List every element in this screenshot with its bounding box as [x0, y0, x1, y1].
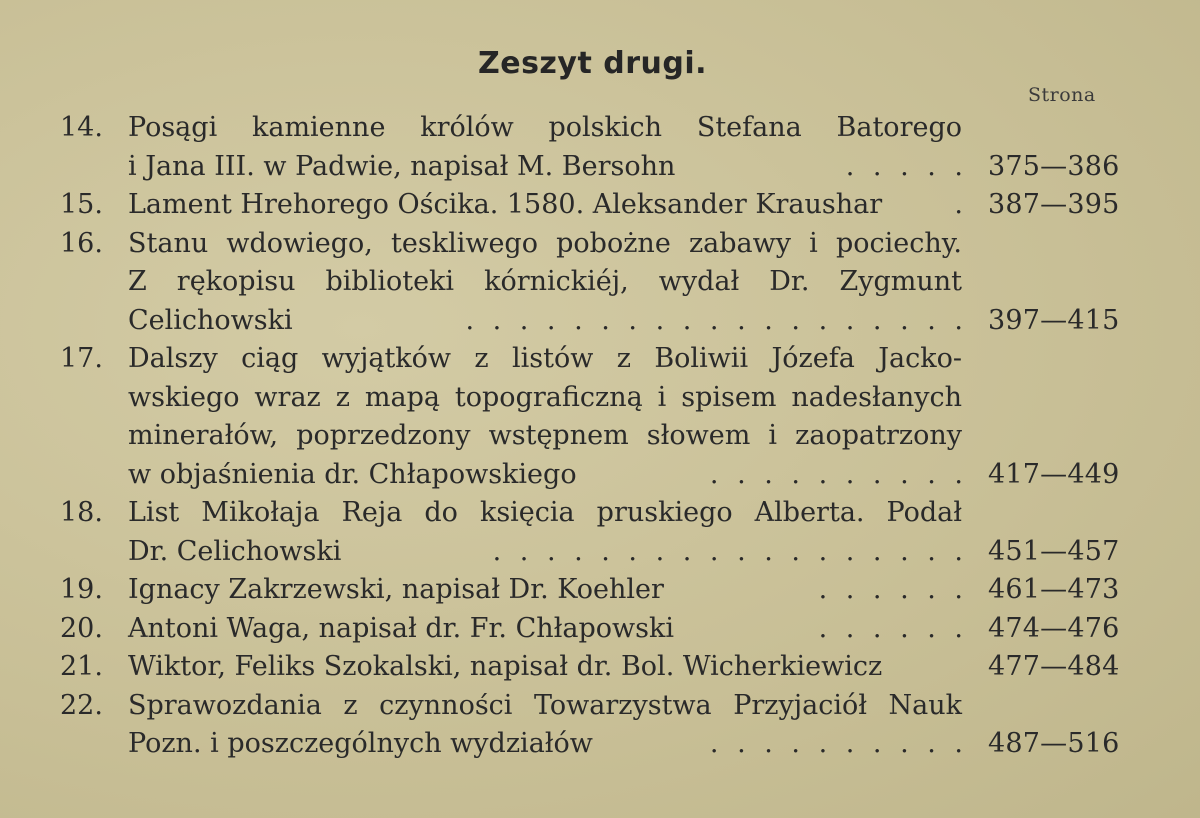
entry-number: 19.	[60, 574, 103, 605]
page-range: 451—457	[988, 535, 1120, 567]
entry-number: 17.	[60, 343, 103, 374]
page-range: 387—395	[988, 189, 1120, 220]
leader-dots: . . . . . . . . . .	[709, 728, 968, 759]
entry-title-line: Sprawozdania z czynności Towarzystwa Przyjaciół Nauk	[128, 689, 962, 721]
entry-number: 16.	[60, 227, 103, 259]
toc-line	[0, 688, 1200, 724]
entry-title-line: Dr. Celichowski	[128, 535, 342, 567]
entry-title-line: Wiktor, Feliks Szokalski, napisał dr. Bol. Wicherkiewicz	[128, 651, 883, 682]
entry-number: 15.	[60, 189, 103, 220]
toc-line	[0, 534, 1200, 570]
section-heading: Zeszyt drugi.	[477, 46, 708, 81]
page-range: 487—516	[988, 728, 1120, 759]
leader-dots: . . . . .	[845, 150, 968, 182]
entry-title-line: Posągi kamienne królów polskich Stefana Batorego	[128, 112, 962, 143]
entry-title-line: Ignacy Zakrzewski, napisał Dr. Koehler	[128, 574, 664, 605]
entry-number: 18.	[60, 497, 103, 528]
entry-number: 21.	[60, 651, 103, 682]
page-range: 375—386	[988, 150, 1120, 182]
entry-title-line: List Mikołaja Reja do księcia pruskiego Alberta. Podał	[128, 497, 962, 528]
entry-title-line: Pozn. i poszczególnych wydziałów	[128, 728, 593, 759]
entry-title-line: Dalszy ciąg wyjątków z listów z Boliwii Józefa Jacko-	[128, 343, 962, 374]
entry-title-line: wskiego wraz z mapą topograficzną i spisem nadesłanych	[128, 381, 962, 413]
entry-title-line: w objaśnienia dr. Chłapowskiego	[128, 458, 577, 490]
page-range: 417—449	[988, 458, 1120, 490]
toc-line	[0, 264, 1200, 300]
page-column-label: Strona	[1028, 84, 1096, 106]
page-range: 397—415	[988, 304, 1120, 336]
toc-line	[0, 726, 1200, 762]
toc-line	[0, 418, 1200, 454]
entry-number: 20.	[60, 612, 103, 644]
entry-number: 22.	[60, 689, 103, 721]
page-range: 461—473	[988, 574, 1120, 605]
toc-line	[0, 649, 1200, 685]
entry-title-line: Z rękopisu biblioteki kórnickiéj, wydał Dr. Zygmunt	[128, 266, 962, 297]
toc-line	[0, 380, 1200, 416]
toc-line	[0, 149, 1200, 185]
leader-dots: . . . . . . . . . . . . . . . . . . .	[465, 304, 968, 336]
entry-title-line: Antoni Waga, napisał dr. Fr. Chłapowski	[128, 612, 674, 644]
toc-line	[0, 187, 1200, 223]
toc-line	[0, 303, 1200, 339]
leader-dots: . . . . . . . . . .	[709, 458, 968, 490]
toc-line	[0, 341, 1200, 377]
toc-line	[0, 572, 1200, 608]
toc-line	[0, 495, 1200, 531]
page-range: 474—476	[988, 612, 1120, 644]
toc-line	[0, 226, 1200, 262]
page-range: 477—484	[988, 651, 1120, 682]
entry-title-line: i Jana III. w Padwie, napisał M. Bersohn	[128, 150, 676, 182]
leader-dots: .	[954, 189, 968, 220]
entry-number: 14.	[60, 112, 103, 143]
entry-title-line: Lament Hrehorego Ościka. 1580. Aleksander Kraushar	[128, 189, 883, 220]
entry-title-line: Celichowski	[128, 304, 293, 336]
leader-dots: . . . . . .	[818, 574, 968, 605]
entry-title-line: minerałów, poprzedzony wstępnem słowem i zaopatrzony	[128, 420, 962, 451]
leader-dots: . . . . . . . . . . . . . . . . . .	[492, 535, 968, 567]
toc-line	[0, 457, 1200, 493]
entry-title-line: Stanu wdowiego, teskliwego pobożne zabawy i pociechy.	[128, 227, 962, 259]
toc-line	[0, 611, 1200, 647]
toc-line	[0, 110, 1200, 146]
leader-dots: . . . . . .	[818, 612, 968, 644]
